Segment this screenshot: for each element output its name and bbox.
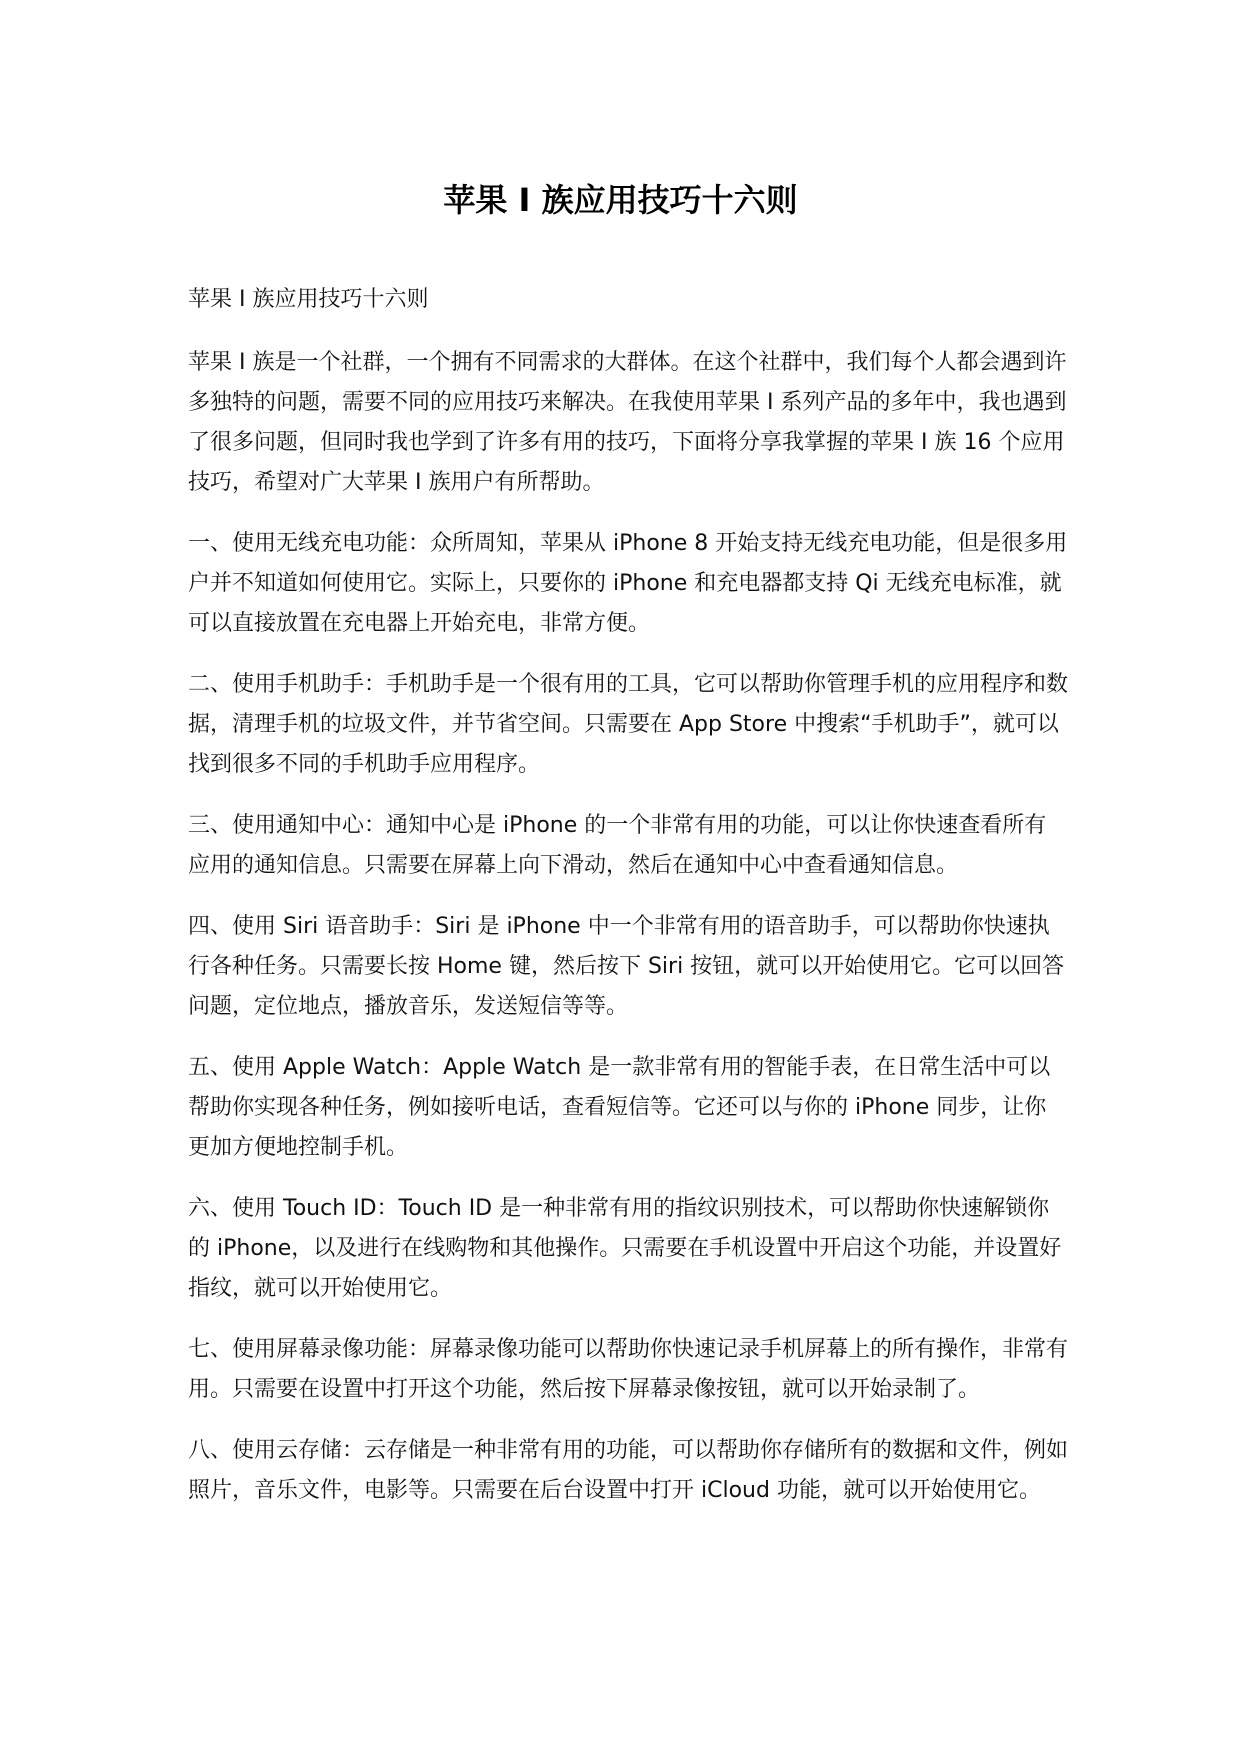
document-body bbox=[188, 280, 1068, 1532]
tip-paragraph-3: 三、使用通知中心：通知中心是 iPhone 的一个非常有用的功能，可以让你快速查看所有应用的通知信息。只需要在屏幕上向下滑动，然后在通知中心中查看通知信息。 bbox=[188, 813, 1047, 878]
tip-paragraph-4: 四、使用 Siri 语音助手：Siri 是 iPhone 中一个非常有用的语音助手，可以帮助你快速执行各种任务。只需要长按 Home 键，然后按下 Siri 按钮，就可以开始使用它。它可以回答问题，定位地点，播放音乐，发送短信等等。 bbox=[188, 914, 1065, 1019]
tip-paragraph-6: 六、使用 Touch ID：Touch ID 是一种非常有用的指纹识别技术，可以帮助你快速解锁你的 iPhone，以及进行在线购物和其他操作。只需要在手机设置中开启这个功能，并设置好指纹，就可以开始使用它。 bbox=[188, 1196, 1062, 1301]
document-subtitle: 苹果 I 族应用技巧十六则 bbox=[188, 287, 429, 312]
tip-paragraph-5: 五、使用 Apple Watch：Apple Watch 是一款非常有用的智能手表，在日常生活中可以帮助你实现各种任务，例如接听电话，查看短信等。它还可以与你的 iPhone 同步，让你更加方便地控制手机。 bbox=[188, 1055, 1051, 1160]
tip-paragraph-7: 七、使用屏幕录像功能：屏幕录像功能可以帮助你快速记录手机屏幕上的所有操作，非常有用。只需要在设置中打开这个功能，然后按下屏幕录像按钮，就可以开始录制了。 bbox=[188, 1337, 1069, 1402]
document-title: 苹果 I 族应用技巧十六则 bbox=[443, 181, 798, 219]
intro-paragraph: 苹果 I 族是一个社群，一个拥有不同需求的大群体。在这个社群中，我们每个人都会遇到许多独特的问题，需要不同的应用技巧来解决。在我使用苹果 I 系列产品的多年中，我也遇到了很多问题，但同时我也学到了许多有用的技巧，下面将分享我掌握的苹果 I 族 16 个应用技巧，希望对广大苹果 I 族用户有所帮助。 bbox=[188, 350, 1067, 495]
tip-paragraph-8: 八、使用云存储：云存储是一种非常有用的功能，可以帮助你存储所有的数据和文件，例如照片，音乐文件，电影等。只需要在后台设置中打开 iCloud 功能，就可以开始使用它。 bbox=[188, 1438, 1069, 1503]
tip-paragraph-2: 二、使用手机助手：手机助手是一个很有用的工具，它可以帮助你管理手机的应用程序和数据，清理手机的垃圾文件，并节省空间。只需要在 App Store 中搜索“手机助手”，就可以找到很多不同的手机助手应用程序。 bbox=[188, 672, 1069, 777]
tip-paragraph-1: 一、使用无线充电功能：众所周知，苹果从 iPhone 8 开始支持无线充电功能，但是很多用户并不知道如何使用它。实际上，只要你的 iPhone 和充电器都支持 Qi 无线充电标准，就可以直接放置在充电器上开始充电，非常方便。 bbox=[188, 531, 1068, 636]
